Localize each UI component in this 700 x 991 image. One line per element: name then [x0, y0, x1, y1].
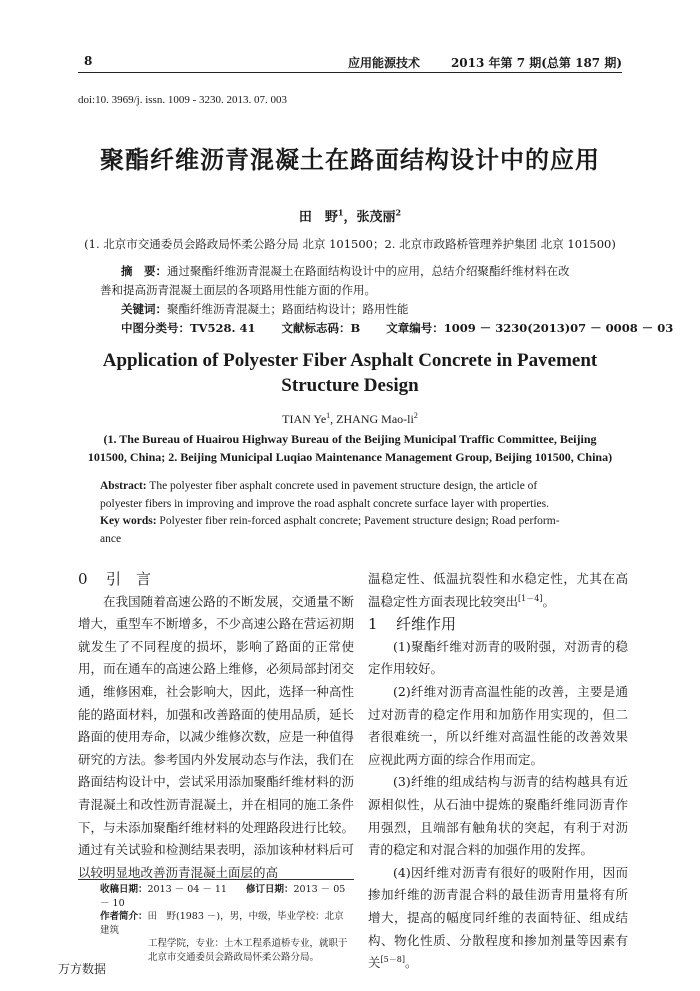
para-line: 期就发生了不同程度的损坏，影响了路面的正常 — [78, 616, 354, 654]
en-author-2-sup: 2 — [413, 411, 418, 420]
en-authors — [0, 412, 700, 427]
left-column — [78, 568, 354, 884]
footnote-bio — [100, 910, 350, 937]
section-1-title: 纤维作用 — [396, 615, 457, 634]
running-header — [78, 52, 622, 72]
received-label: 收稿日期： — [100, 884, 148, 895]
author-1: 田 野 — [298, 210, 338, 225]
en-affiliation — [70, 430, 630, 466]
keywords-text: 聚酯纤维沥青混凝土；路面结构设计；路用性能 — [167, 302, 409, 316]
cn-abstract — [100, 262, 674, 338]
para-line: 源相似性，从石油中提炼的聚酯纤维同沥青作用 — [368, 796, 628, 835]
clc-number: 中图分类号：TV528. 41 — [121, 321, 256, 335]
citation-ref: [1－4] — [518, 593, 543, 603]
en-author-2: ZHANG Mao-li — [336, 412, 414, 426]
author-2-sup: 2 — [395, 207, 402, 218]
section-1-heading — [368, 613, 628, 636]
section-0-number: 0 — [78, 570, 88, 588]
abstract-text: 通过聚酯纤维沥青混凝土在路面结构设计中的应用，总结介绍聚酯纤维材料在改 — [167, 264, 570, 278]
para-line: 研究的方法。参考国内外发展动态与作法，我们 — [78, 751, 342, 767]
para-line: 路面的使用寿命，以减少维修次数，应是一种值得 — [78, 729, 354, 745]
header-rule — [78, 72, 622, 73]
en-keywords-line-1 — [100, 513, 610, 531]
en-abstract-text-1: The polyester fiber asphalt concrete used in pavement structure design, the article of — [146, 480, 538, 492]
para-line: 在我国随着高速公路的不断发展，交通量不 — [103, 593, 342, 609]
abstract-label: 摘 要： — [121, 264, 167, 278]
author-sep: ， — [343, 210, 357, 225]
citation-ref: [5－8] — [380, 954, 405, 964]
section-0-title: 引 言 — [106, 570, 152, 588]
doi: doi:10. 3969/j. issn. 1009 - 3230. 2013. 07. 003 — [78, 94, 288, 106]
en-abstract — [100, 478, 610, 548]
revised-label: 修订日期： — [245, 884, 294, 895]
bio-line-2: 工程学院，专业：土木工程系道桥专业，就职于 — [148, 938, 348, 949]
para-line: 能的路面材料，加强和改善路面的使用品质，延长 — [78, 706, 354, 722]
bio-line-3: 北京市交通委员会路政局怀柔公路分局。 — [148, 951, 320, 963]
en-affiliation-line-2: 101500, China; 2. Beijing Municipal Luqiao Maintenance Management Group, Beijing 101500, China) — [87, 450, 613, 464]
en-abstract-label: Abstract: — [100, 480, 147, 492]
bio-label: 作者简介： — [100, 911, 148, 922]
para-line: 温稳定性、低温抗裂性和水稳定性，尤其在高温稳 — [368, 571, 628, 609]
en-abstract-line-2: polyester fibers in improving and improve the road asphalt concrete surface layer with properties. — [100, 497, 549, 510]
section-1-number: 1 — [368, 615, 378, 634]
para-line: 化性质、分散程度和掺加剂量等因素有关 — [368, 932, 628, 971]
en-author-sep: , — [330, 412, 337, 426]
intro-paragraph — [78, 591, 354, 885]
document-code: 文献标志码：B — [281, 321, 361, 335]
en-author-1: TIAN Ye — [282, 412, 327, 426]
footnote-dates — [100, 883, 350, 910]
para-line: 此两方面的综合作用而定。 — [393, 751, 544, 767]
para-line: 工条件下，与未添加聚酯纤维材料的处理路段进 — [78, 796, 354, 835]
para-line: (2)纤维对沥青高温性能的改善，主要是通 — [393, 683, 628, 699]
cn-abstract-line-2: 善和提高沥青混凝土面层的各项路用性能方面的作用。 — [100, 283, 376, 297]
para-line: (1)聚酯纤维对沥青的吸附强，对沥青的稳 — [393, 638, 628, 654]
fiber-paragraph-4 — [368, 862, 628, 975]
article-number: 文章编号：1009 － 3230(2013)07 － 0008 － 03 — [386, 321, 674, 335]
en-keywords-text-1: Polyester fiber rein-forced asphalt concrete; Pavement structure design; Road perform- — [156, 515, 560, 527]
en-author-1-sup: 1 — [326, 411, 331, 420]
continued-paragraph — [368, 568, 628, 613]
cn-keywords — [100, 300, 594, 319]
para-line: 。 — [542, 593, 555, 609]
para-line: (4)因纤维对沥青有很好的吸附作用，因而 — [393, 864, 628, 880]
en-title-line-2: Structure Design — [281, 375, 419, 396]
page-number: 8 — [84, 54, 93, 68]
para-line: 的沥青混凝土和改性沥青混凝土，并在相同的施 — [78, 774, 354, 812]
para-line: 强烈，且端部有触角状的突起，有利于对沥青的稳 — [368, 819, 628, 858]
en-title-line-1: Application of Polyester Fiber Asphalt Concrete in Pavement — [102, 350, 598, 371]
fiber-paragraph-2 — [368, 681, 628, 771]
revised-date: 2013 － 05 － 10 — [100, 884, 346, 909]
para-line: 定和对混合料的加强作用的发挥。 — [405, 842, 594, 858]
para-line: 使用，而在通车的高速公路上维修，必须局部封闭 — [78, 638, 354, 677]
para-line: 定性方面表现比较突出 — [393, 593, 519, 609]
para-line: 大，提高的幅度同纤维的表面特征、组成结构、物 — [368, 909, 628, 948]
author-2: 张茂丽 — [356, 210, 396, 225]
cn-title: 聚酯纤维沥青混凝土在路面结构设计中的应用 — [100, 145, 600, 174]
para-line: 。 — [404, 955, 418, 971]
keywords-label: 关键词： — [121, 302, 167, 316]
en-affiliation-line-1: (1. The Bureau of Huairou Highway Bureau of the Beijing Municipal Traffic Committee, Beijing — [103, 432, 597, 446]
para-line: 种材料后可以较明显地改善沥青混凝土面层的高 — [78, 842, 354, 880]
para-line: 交通，维修困难，社会影响大，因此，选择一种高性 — [78, 661, 354, 699]
para-line: 过对沥青的稳定作用和加筋作用实现的，但二者 — [368, 706, 628, 745]
para-line: 在路面结构设计中，尝试采用添加聚酯纤维材料 — [78, 751, 354, 790]
received-date: 2013 － 04 － 11 — [147, 884, 227, 895]
journal-name: 应用能源技术 — [348, 56, 421, 70]
para-line: 行比较。通过有关试验和检测结果表明，添加该 — [78, 819, 354, 858]
footnote-rule — [78, 879, 354, 880]
cn-abstract-line-1 — [100, 262, 594, 281]
section-0-heading — [78, 568, 354, 591]
fiber-paragraph-3 — [368, 771, 628, 861]
watermark: 万方数据 — [58, 962, 107, 976]
cn-authors — [0, 206, 700, 225]
en-keywords-label: Key words: — [100, 515, 157, 527]
cn-affiliation: (1. 北京市交通委员会路政局怀柔公路分局 北京 101500；2. 北京市政路桥管理养护集团 北京 101500) — [84, 237, 616, 251]
para-line: (3)纤维的组成结构与沥青的结构越具有近 — [393, 774, 628, 790]
right-column — [368, 568, 628, 975]
para-line: 定作用较好。 — [368, 661, 444, 677]
footnote — [100, 883, 350, 964]
fiber-paragraph-1 — [368, 636, 628, 681]
en-title — [60, 348, 640, 398]
bio-line-1: 田 野(1983 －)，男，中级，毕业学校：北京建筑 — [100, 911, 344, 936]
issue-info: 2013 年第 7 期(总第 187 期) — [450, 56, 622, 70]
para-line: 掺加纤维的沥青混合料的最佳沥青用量将有所增 — [368, 887, 628, 925]
en-keywords-line-2: ance — [100, 532, 122, 545]
para-line: 断增大，重型车不断增多，不少高速公路在营运初 — [78, 593, 354, 632]
en-abstract-line-1 — [100, 478, 610, 496]
classification-line — [100, 319, 674, 338]
para-line: 很难统一，所以纤维对高温性能的改善效果应视 — [368, 729, 628, 767]
author-1-sup: 1 — [337, 207, 344, 218]
